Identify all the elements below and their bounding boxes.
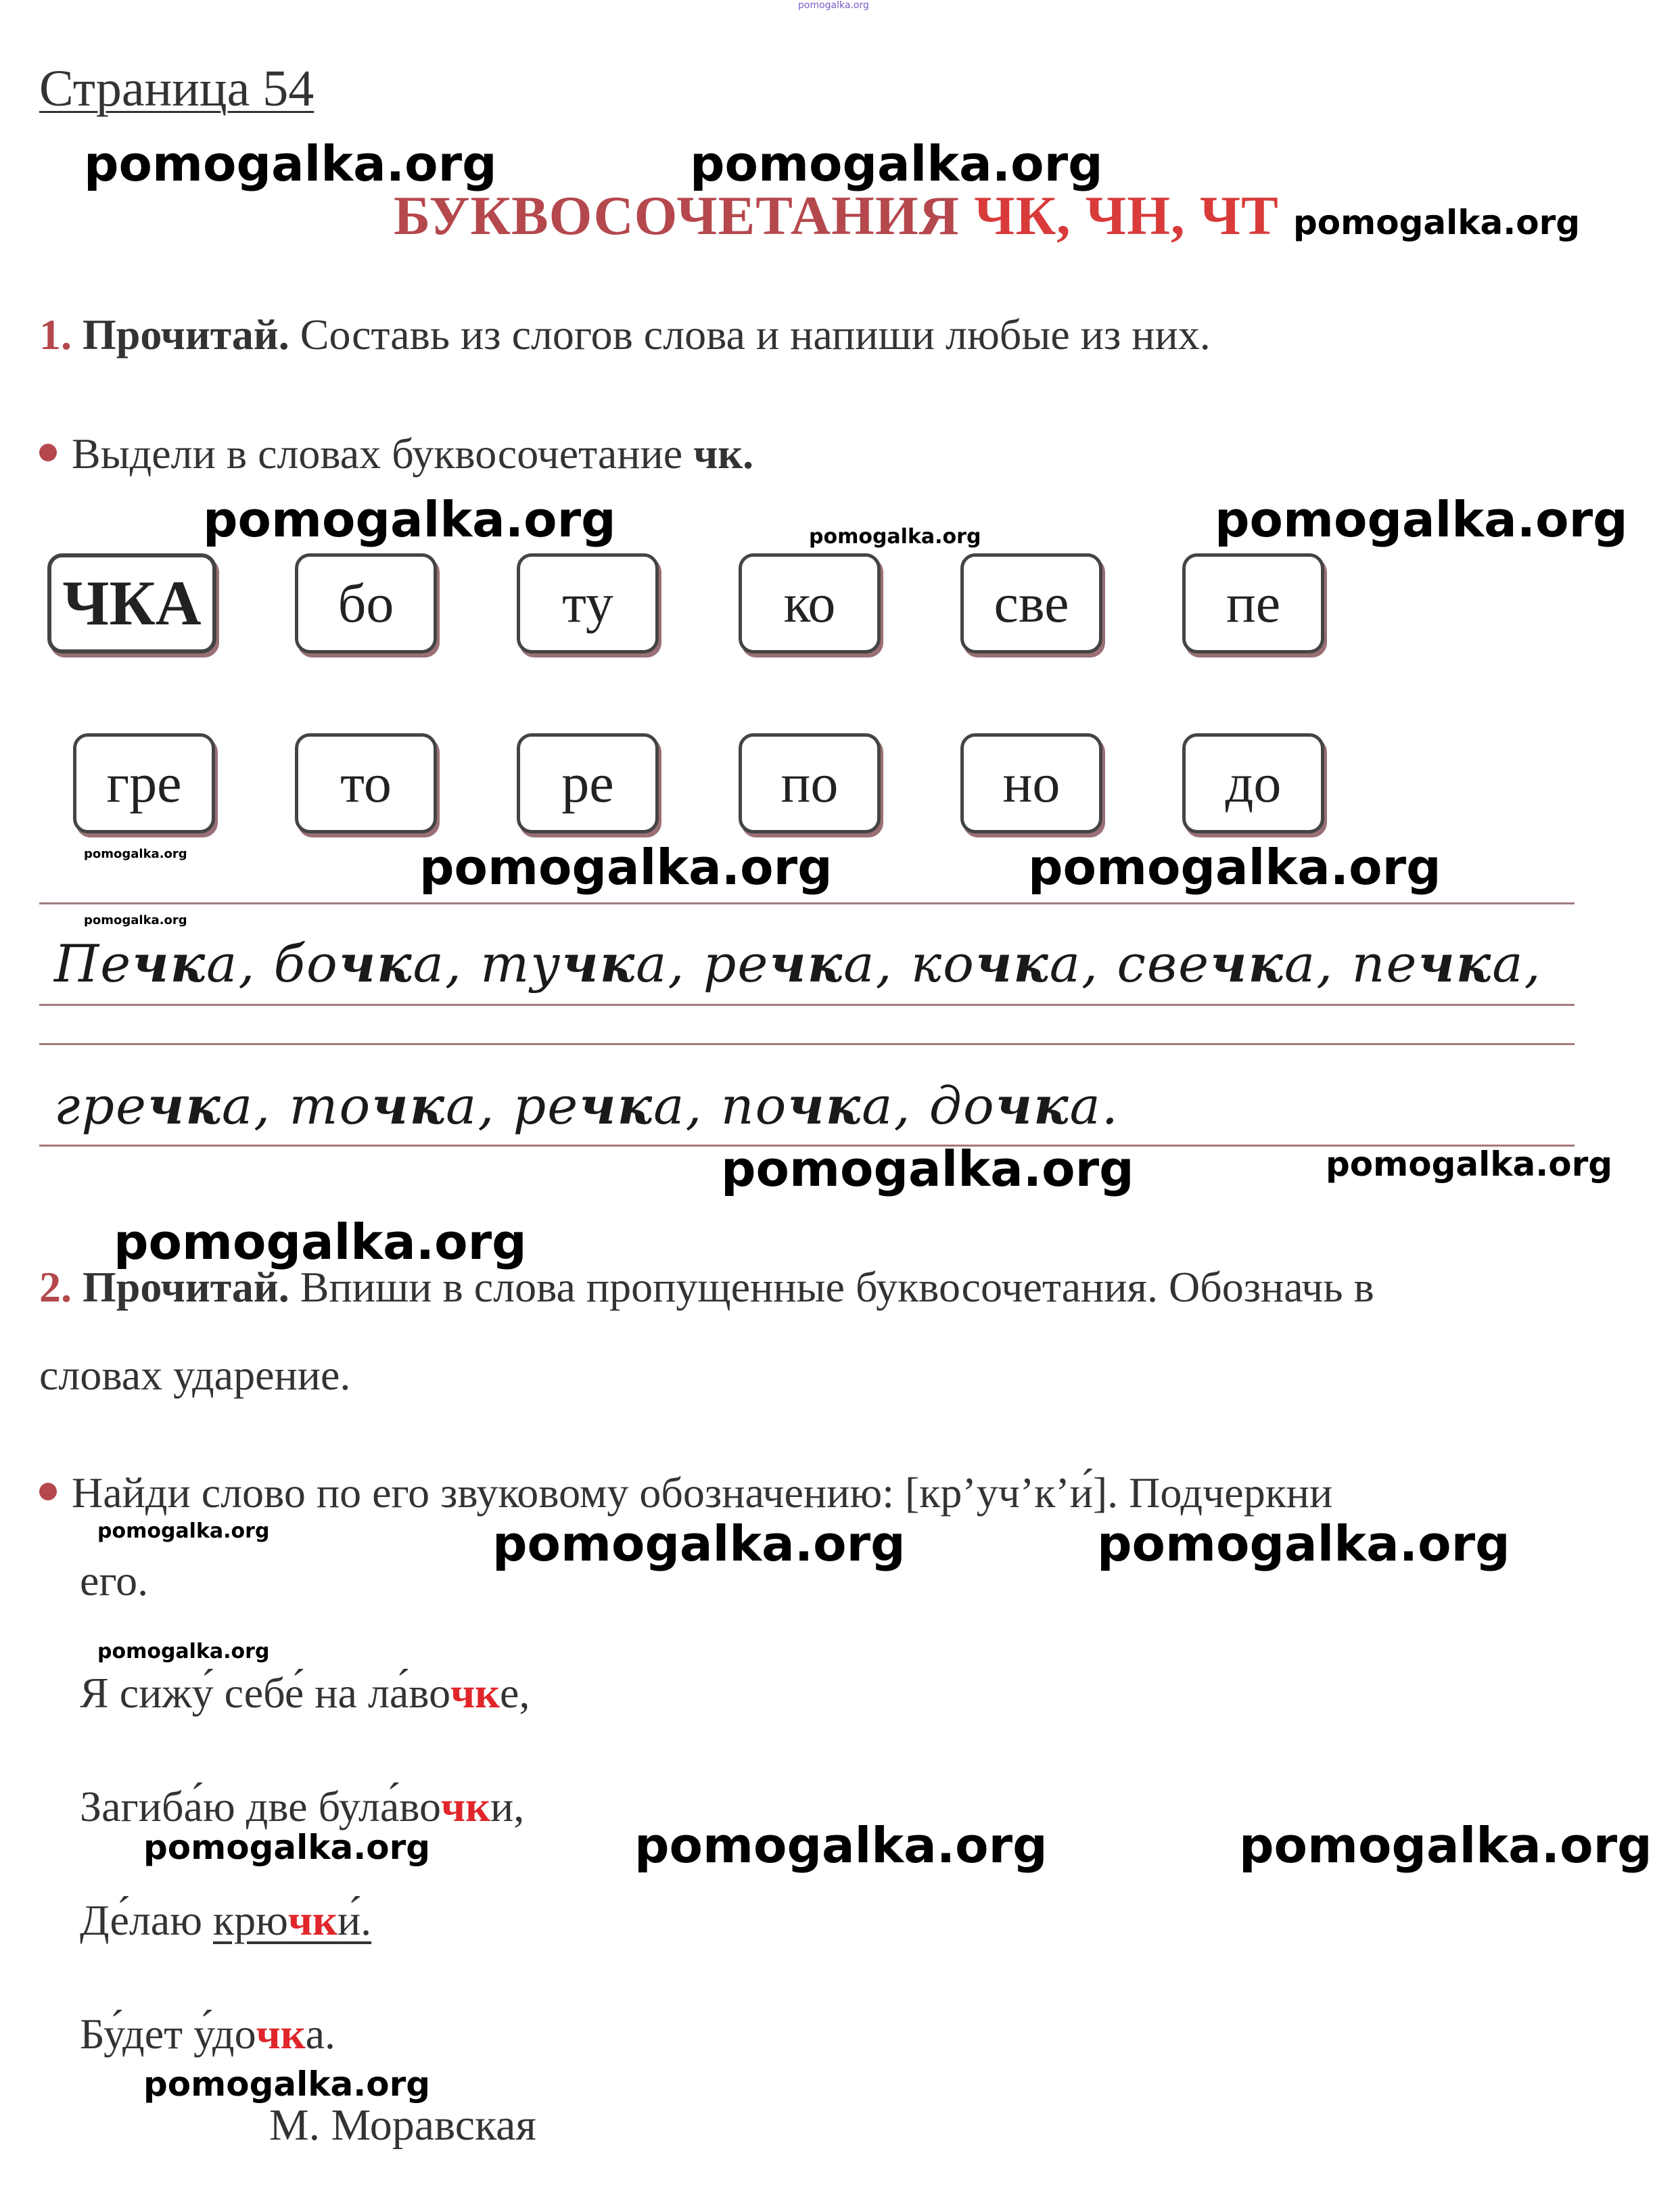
watermark: pomogalka.org — [690, 135, 1103, 192]
heading-main: БУКВОСОЧЕТАНИЯ — [394, 185, 975, 246]
exercise-2-lead: Прочитай. — [83, 1263, 289, 1311]
section-heading — [394, 184, 1279, 248]
watermark: pomogalka.org — [419, 839, 833, 896]
poem-author: М. Моравская — [269, 2100, 536, 2150]
watermark: pomogalka.org — [114, 1214, 527, 1270]
watermark: pomogalka.org — [97, 1519, 270, 1543]
exercise-1-bullet — [39, 429, 753, 479]
exercise-2-bullet-cont: его. — [80, 1557, 149, 1605]
watermark: pomogalka.org — [492, 1515, 906, 1572]
exercise-1-instruction — [39, 310, 1211, 360]
handwritten-answer-line-1: Печка, бочка, тучка, речка, кочка, свечка, печка, — [54, 934, 1542, 994]
exercise-1-lead: Прочитай. — [83, 310, 289, 359]
syllable-card: то — [295, 733, 437, 833]
watermark: pomogalka.org — [84, 913, 187, 927]
writing-line — [39, 1043, 1575, 1045]
poem-line-2: Загиба́ю две була́вочки, — [80, 1782, 525, 1830]
exercise-1-number: 1. — [39, 310, 72, 359]
underlined-word: крючки́. — [213, 1896, 372, 1944]
watermark: pomogalka.org — [1326, 1145, 1613, 1184]
exercise-2-bullet — [39, 1468, 1332, 1518]
page-title: Страница 54 — [39, 60, 314, 117]
exercise-2-number: 2. — [39, 1263, 72, 1311]
poem-line-1: Я сижу́ себе́ на ла́вочке, — [80, 1669, 530, 1717]
syllable-card: по — [739, 733, 881, 833]
bullet-text: Выдели в словах буквосочетание — [72, 430, 694, 478]
syllable-card: све — [960, 553, 1102, 653]
syllable-card: пе — [1182, 553, 1324, 653]
watermark-top: pomogalka.org — [798, 0, 869, 11]
watermark: pomogalka.org — [143, 1828, 431, 1867]
watermark: pomogalka.org — [143, 2065, 431, 2104]
writing-line — [39, 1004, 1575, 1006]
exercise-2-instruction-cont: словах ударение. — [39, 1351, 351, 1399]
exercise-1-text: Составь из слогов слова и напиши любые из них. — [289, 310, 1211, 359]
watermark: pomogalka.org — [84, 135, 497, 192]
writing-line — [39, 902, 1575, 904]
watermark: pomogalka.org — [1239, 1817, 1652, 1874]
syllable-card: ЧКА — [47, 553, 216, 653]
handwritten-answer-line-2: гречка, точка, речка, почка, дочка. — [54, 1076, 1119, 1136]
syllable-card: ре — [517, 733, 659, 833]
exercise-2-text: Впиши в слова пропущенные буквосочетания. Обозначь в — [289, 1263, 1374, 1311]
syllable-card: ко — [739, 553, 881, 653]
watermark: pomogalka.org — [203, 491, 616, 548]
bullet-bold: чк. — [693, 430, 754, 478]
syllable-card: бо — [295, 553, 437, 653]
watermark: pomogalka.org — [809, 525, 981, 549]
poem-line-3: Де́лаю крючки́. — [80, 1896, 372, 1944]
watermark: pomogalka.org — [1097, 1515, 1510, 1572]
watermark: pomogalka.org — [1215, 491, 1628, 548]
exercise-2-instruction — [39, 1262, 1374, 1312]
bullet-icon — [39, 1483, 57, 1500]
watermark: pomogalka.org — [84, 847, 187, 861]
watermark: pomogalka.org — [721, 1140, 1134, 1197]
watermark: pomogalka.org — [97, 1640, 270, 1663]
watermark: pomogalka.org — [634, 1817, 1048, 1874]
heading-letters: ЧК, ЧН, ЧТ — [974, 185, 1279, 246]
bullet-icon — [39, 444, 57, 461]
bullet-text: Найди слово по его звуковому обозначению: [кр’уч’к’и́]. Подчеркни — [72, 1469, 1333, 1517]
poem-line-4: Бу́дет у́дочка. — [80, 2010, 335, 2058]
watermark: pomogalka.org — [1028, 839, 1441, 896]
syllable-card: но — [960, 733, 1102, 833]
syllable-card: ту — [517, 553, 659, 653]
watermark: pomogalka.org — [1293, 203, 1581, 242]
syllable-card: до — [1182, 733, 1324, 833]
syllable-card: гре — [73, 733, 215, 833]
